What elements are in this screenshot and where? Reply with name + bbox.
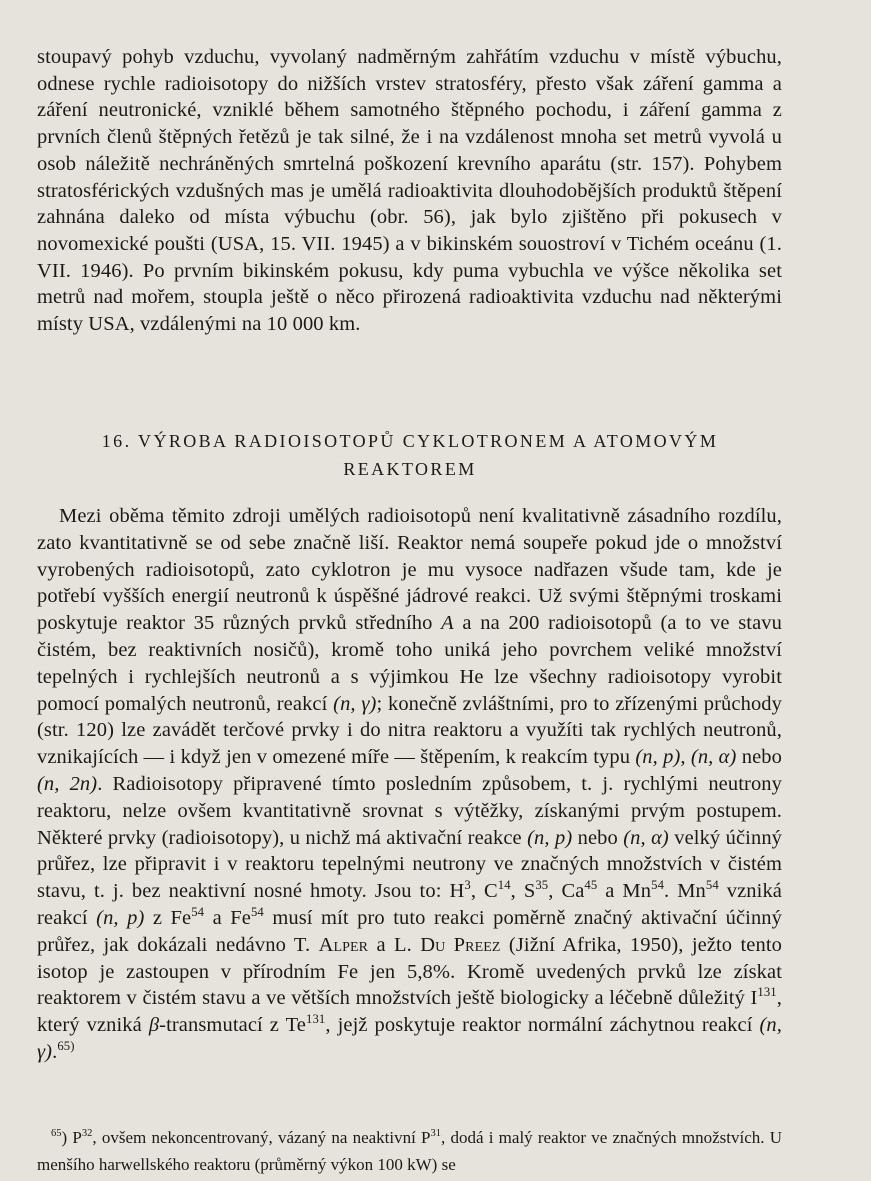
mass-number: 54 <box>651 877 665 892</box>
text-run: ) P <box>61 1128 82 1147</box>
mass-number: 54 <box>191 904 205 919</box>
mass-number: 31 <box>430 1128 442 1140</box>
reaction-formula: (n, α) <box>623 826 669 849</box>
text-run: , S <box>510 880 536 903</box>
symbol-beta: β <box>148 1014 160 1037</box>
reaction-formula: (n, α) <box>690 746 737 769</box>
mass-number: 35 <box>535 877 549 892</box>
text-run: . <box>52 1040 58 1063</box>
text-run: (Jižní Afrika, 1950), ježto tento isotop je zastoupen v přírodním Fe jen 5,8%. Kromě uvedených prvků lze získat reaktorem v čistém stavu a ve větších množstvích ještě biologicky a léčebně důležitý I <box>37 933 782 1010</box>
reaction-formula: (n, γ) <box>37 1014 782 1063</box>
text-run: Mezi oběma těmito zdroji umělých radioisotopů není kvalitativně zásadního rozdílu, zato kvantitativně se od sebe značně liší. Reaktor nemá soupeře pokud jde o množství vyrobených radioisotopů, zato cyklotron je mu vysoce nadřazen všude tam, kde je potřebí vyšších energií neutronů k úspěšné jádrové reakci. Už svými štěpnými troskami poskytuje reaktor 35 různých prvků středního <box>37 505 782 635</box>
text-run: , jejž poskytuje reaktor normální záchytnou reakcí <box>325 1014 760 1037</box>
text-run: musí mít pro tuto reakci poměrně značný aktivační účinný průřez, jak dokázali nedávno T. <box>37 906 782 956</box>
reaction-formula: (n, p) <box>96 906 145 929</box>
text-run: , C <box>470 880 498 903</box>
footnote <box>37 1124 782 1178</box>
author-name: Du Preez <box>420 933 501 956</box>
reaction-formula: (n, 2n) <box>37 772 98 795</box>
text-run: a Fe <box>204 906 251 929</box>
text-run: -transmutací z Te <box>159 1014 307 1037</box>
text-run: velký účinný průřez, lze připravit i v reaktoru tepelnými neutrony ve značných množstvích v čistém stavu, t. j. bez neaktivní nosné hmoty. Jsou to: H <box>37 826 783 903</box>
mass-number: 54 <box>250 904 264 919</box>
author-name: Alper <box>318 933 369 956</box>
mass-number: 131 <box>757 985 777 1000</box>
mass-number: 14 <box>497 877 511 892</box>
mass-number: 45 <box>584 877 598 892</box>
text-run: , Ca <box>548 880 585 903</box>
reaction-formula: (n, p) <box>527 826 573 849</box>
text-run: ; konečně zvláštními, pro to zřízenými průchody (str. 120) lze zavádět terčové prvky i do nitra reaktoru a využíti tak rychlých neutronů, vznikajících — i když jen v omezené míře — štěpením, k reakcím typu <box>37 692 782 769</box>
section-heading <box>60 427 760 483</box>
mass-number: 54 <box>705 877 719 892</box>
footnote-reference: 65) <box>57 1038 75 1053</box>
text-run: nebo <box>736 746 782 769</box>
text-run: z Fe <box>144 906 192 929</box>
text-run: vzniká reakcí <box>37 880 782 929</box>
heading-line-2: REAKTOREM <box>343 459 477 479</box>
mass-number: 32 <box>81 1128 93 1140</box>
paragraph-continued <box>37 44 782 338</box>
symbol-A: A <box>441 612 454 635</box>
text-run: a na 200 radioisotopů (a to ve stavu čistém, bez reaktivních nosičů), kromě toho uniká jeho povrchem veliké množství tepelných i rychlejších neutronů a s výjimkou He lze všechny radioisotopy vyrobit pomocí pomalých neutronů, reakcí <box>37 612 782 715</box>
text-run: a Mn <box>597 880 652 903</box>
reaction-formula: (n, p) <box>635 746 681 769</box>
text-run: , který vzniká <box>37 987 782 1037</box>
mass-number: 3 <box>464 877 471 892</box>
text-run: a L. <box>368 933 421 956</box>
reaction-formula: (n, γ) <box>333 692 377 715</box>
text-run: . Radioisotopy připravené tímto posledním způsobem, t. j. rychlými neutrony reaktoru, nelze ovšem kvantitativně srovnat s výtěžky, získanými prvým postupem. Některé prvky (radioisotopy), u nichž má aktivační reakce <box>37 772 782 849</box>
text-run: , <box>680 746 691 769</box>
text-run: . Mn <box>664 880 706 903</box>
paragraph-text: stoupavý pohyb vzduchu, vyvolaný nadměrným zahřátím vzduchu v místě výbuchu, odnese rychle radioisotopy do nižších vrstev stratosféry, přesto však záření gamma a záření neutronické, vzniklé během samotného štěpného pochodu, i záření gamma z prvních členů štěpných řetězů je tak silné, že i na vzdálenost mnoha set metrů vyvolá u osob náležitě nechráněných smrtelná poškození krevního aparátu (str. 157). Pohybem stratosférických vzdušných mas je umělá radioaktivita dlouhodobějších produktů štěpení zahnána daleko od místa výbuchu (obr. 56), jak bylo zjištěno při pokusech v novomexické poušti (USA, 15. VII. 1945) a v bikinském souostroví v Tichém oceánu (1. VII. 1946). Po prvním bikinském pokusu, kdy puma vybuchla ve výšce několika set metrů nad mořem, stoupla ještě o něco přirozená radioaktivita vzduchu nad některými místy USA, vzdálenými na 10 000 km. <box>37 46 782 336</box>
paragraph-main <box>37 503 782 1066</box>
mass-number: 131 <box>306 1011 326 1026</box>
text-run: , dodá i malý reaktor ve značných množstvích. U menšího harwellského reaktoru (průměrný výkon 100 kW) se <box>37 1128 782 1174</box>
text-run: , ovšem nekoncentrovaný, vázaný na neaktivní P <box>92 1128 431 1147</box>
text-run: nebo <box>572 826 624 849</box>
heading-line-1: 16. VÝROBA RADIOISOTOPŮ CYKLOTRONEM A ATOMOVÝM <box>101 431 719 451</box>
footnote-mark: 65 <box>51 1128 62 1140</box>
